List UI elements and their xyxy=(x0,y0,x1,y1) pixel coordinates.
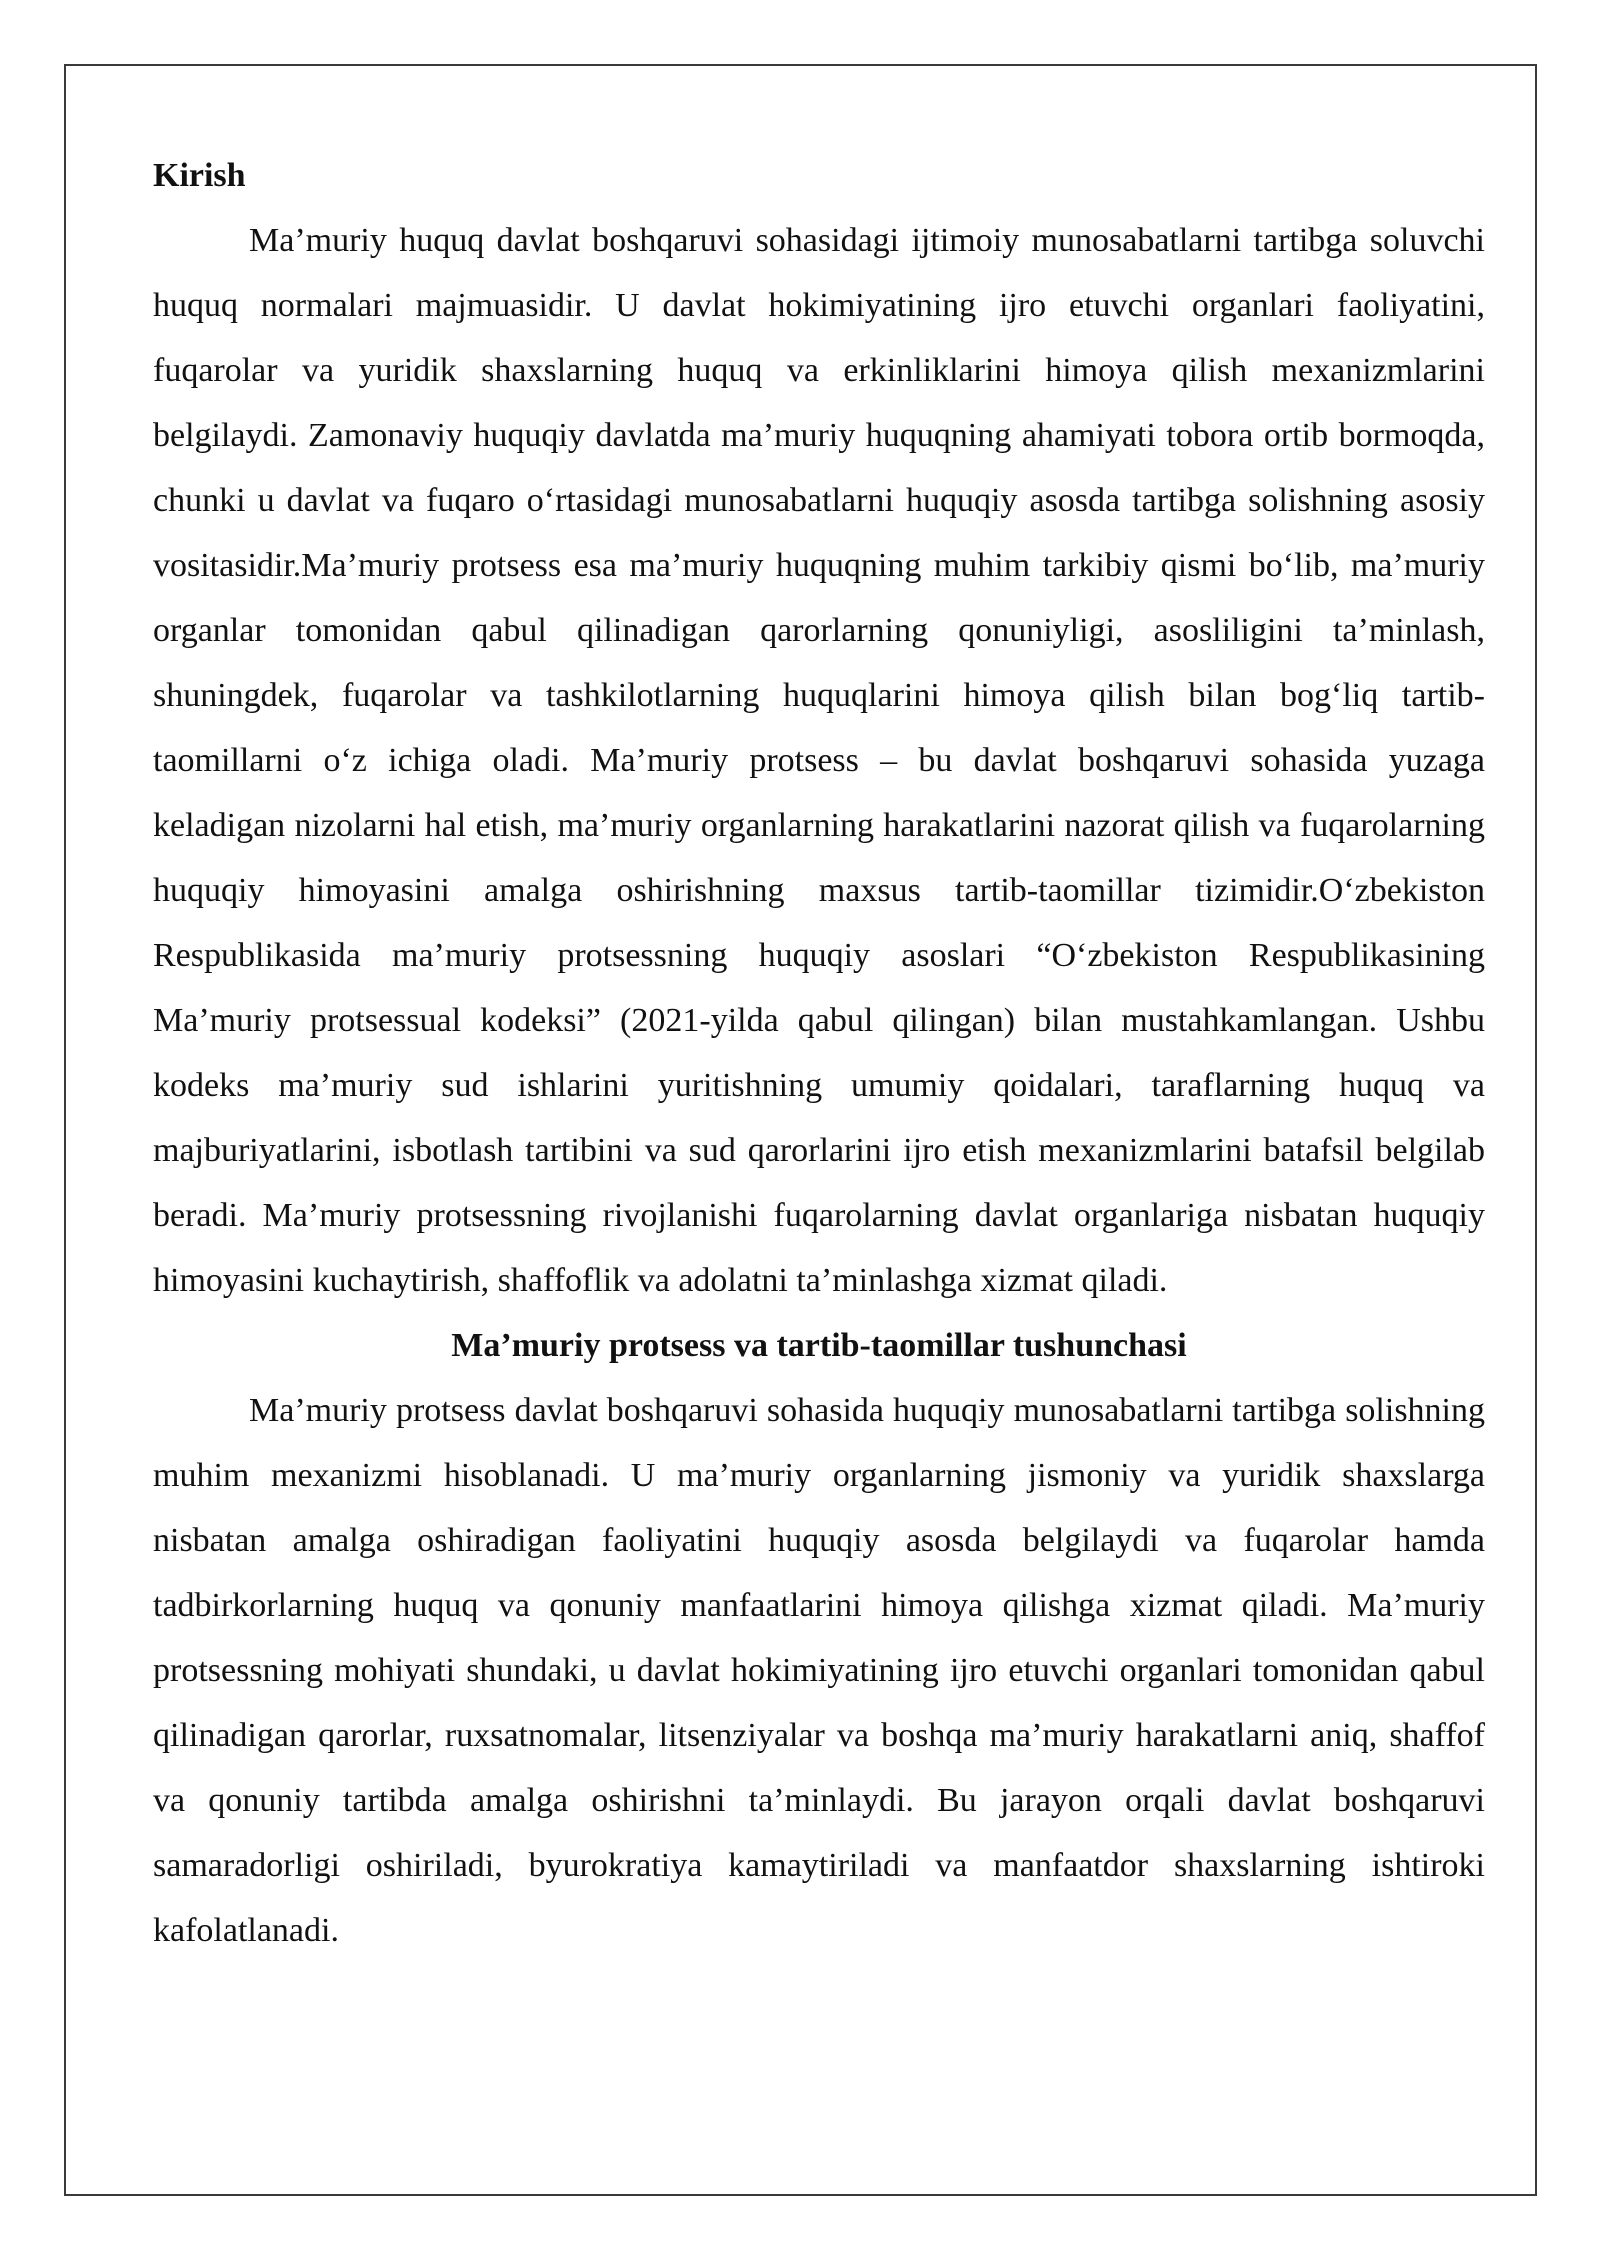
intro-paragraph: Ma’muriy huquq davlat boshqaruvi sohasidagi ijtimoiy munosabatlarni tartibga soluvchi huquq normalari majmuasidir. U davlat hokimiyatining ijro etuvchi organlari faoliyatini, fuqarolar va yuridik shaxslarning huquq va erkinliklarini himoya qilish mexanizmlarini belgilaydi. Zamonaviy huquqiy davlatda ma’muriy huquqning ahamiyati tobora ortib bormoqda, chunki u davlat va fuqaro oʻrtasidagi munosabatlarni huquqiy asosda tartibga solishning asosiy vositasidir.Ma’muriy protsess esa ma’muriy huquqning muhim tarkibiy qismi boʻlib, ma’muriy organlar tomonidan qabul qilinadigan qarorlarning qonuniyligi, asosliligini ta’minlash, shuningdek, fuqarolar va tashkilotlarning huquqlarini himoya qilish bilan bogʻliq tartib-taomillarni oʻz ichiga oladi. Ma’muriy protsess – bu davlat boshqaruvi sohasida yuzaga keladigan nizolarni hal etish, ma’muriy organlarning harakatlarini nazorat qilish va fuqarolarning huquqiy himoyasini amalga oshirishning maxsus tartib-taomillar tizimidir.Oʻzbekiston Respublikasida ma’muriy protsessning huquqiy asoslari “Oʻzbekiston Respublikasining Ma’muriy protsessual kodeksi” (2021-yilda qabul qilingan) bilan mustahkamlangan. Ushbu kodeks ma’muriy sud ishlarini yuritishning umumiy qoidalari, taraflarning huquq va majburiyatlarini, isbotlash tartibini va sud qarorlarini ijro etish mexanizmlarini batafsil belgilab beradi. Ma’muriy protsessning rivojlanishi fuqarolarning davlat organlariga nisbatan huquqiy himoyasini kuchaytirish, shaffoflik va adolatni ta’minlashga xizmat qiladi. xyxy=(153,222,1485,1299)
section-paragraph: Ma’muriy protsess davlat boshqaruvi sohasida huquqiy munosabatlarni tartibga solishning muhim mexanizmi hisoblanadi. U ma’muriy organlarning jismoniy va yuridik shaxslarga nisbatan amalga oshiradigan faoliyatini huquqiy asosda belgilaydi va fuqarolar hamda tadbirkorlarning huquq va qonuniy manfaatlarini himoya qilishga xizmat qiladi. Ma’muriy protsessning mohiyati shundaki, u davlat hokimiyatining ijro etuvchi organlari tomonidan qabul qilinadigan qarorlar, ruxsatnomalar, litsenziyalar va boshqa ma’muriy harakatlarni aniq, shaffof va qonuniy tartibda amalga oshirishni ta’minlaydi. Bu jarayon orqali davlat boshqaruvi samaradorligi oshiriladi, byurokratiya kamaytiriladi va manfaatdor shaxslarning ishtiroki kafolatlanadi. xyxy=(153,1392,1485,1949)
section-heading: Ma’muriy protsess va tartib-taomillar tushunchasi xyxy=(451,1327,1187,1364)
intro-heading: Kirish xyxy=(153,157,246,194)
document-body xyxy=(153,143,1485,1963)
